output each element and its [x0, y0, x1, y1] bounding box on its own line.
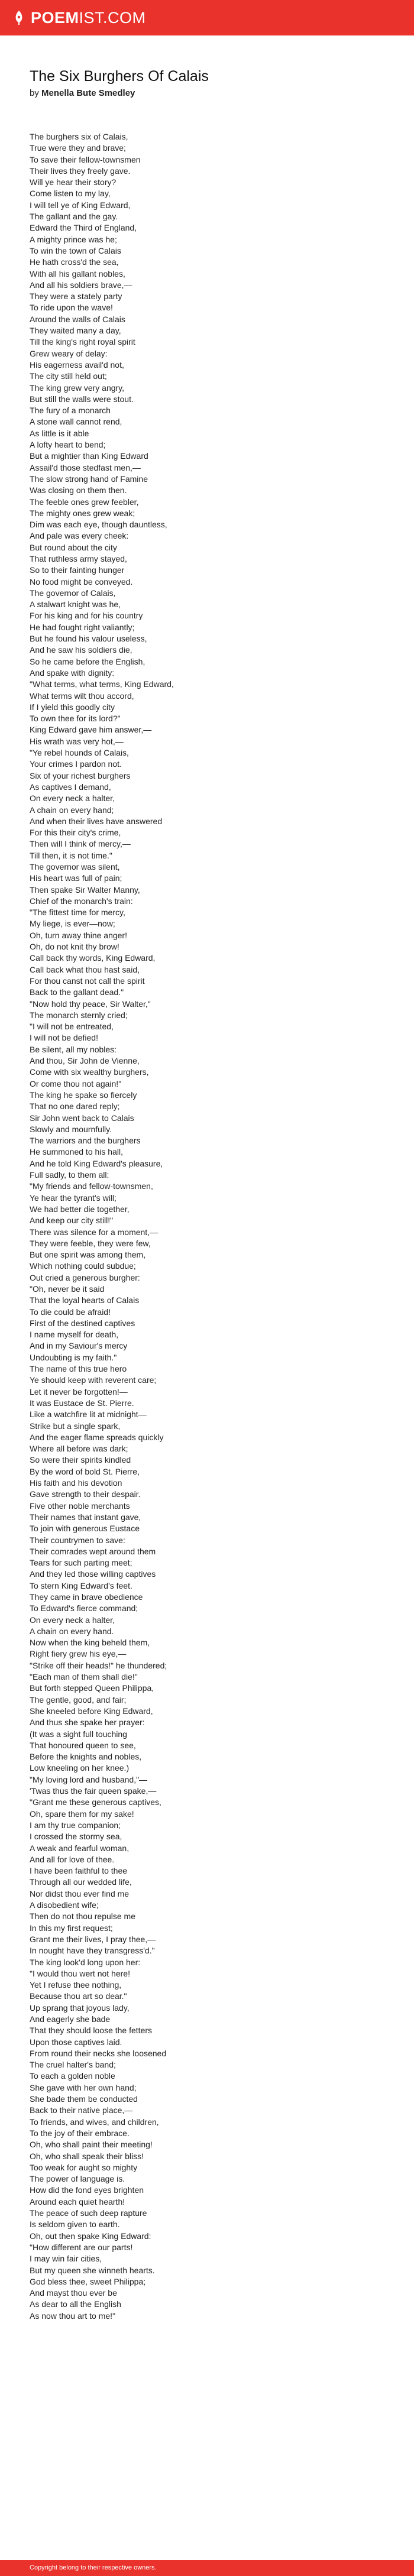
- poem-line: Come with six wealthy burghers,: [30, 1067, 149, 1077]
- poem-title: The Six Burghers Of Calais: [30, 68, 209, 85]
- poem-line: The king he spake so fiercely: [30, 1090, 137, 1100]
- poem-line: Slowly and mournfully.: [30, 1124, 112, 1134]
- poem-line: His eagerness avail'd not,: [30, 359, 124, 370]
- poem-line: Call back what thou hast said,: [30, 964, 140, 974]
- poem-line: In nought have they transgress'd.": [30, 1946, 155, 1956]
- poem-line: "My friends and fellow-townsmen,: [30, 1181, 153, 1191]
- poem-line: There was silence for a moment,—: [30, 1227, 159, 1237]
- poem-line: "I would thou wert not here!: [30, 1968, 130, 1978]
- poem-line: From round their necks she loosened: [30, 2048, 167, 2058]
- poem-line: Ye should keep with reverent care;: [30, 1375, 157, 1385]
- poem-line: Around each quiet hearth!: [30, 2196, 125, 2206]
- poem-line: God bless thee, sweet Philippa;: [30, 2276, 146, 2286]
- poem-line: What terms wilt thou accord,: [30, 691, 134, 701]
- poem-line: The mighty ones grew weak;: [30, 508, 135, 518]
- poem-line: Dim was each eye, though dauntless,: [30, 520, 167, 530]
- poem-line: I crossed the stormy sea,: [30, 1832, 122, 1842]
- poem-line: And keep our city still!": [30, 1216, 114, 1226]
- poem-line: So to their fainting hunger: [30, 565, 125, 575]
- poem-line: As now thou art to me!": [30, 2311, 116, 2321]
- poem-line: My liege, is ever—now;: [30, 919, 115, 929]
- poem-line: To win the town of Calais: [30, 245, 121, 255]
- poem-line: Call back thy words, King Edward,: [30, 953, 156, 963]
- poem-line: A disobedient wife;: [30, 1900, 99, 1910]
- poem-line: They were feeble, they were few,: [30, 1238, 151, 1248]
- poem-line: So he came before the English,: [30, 656, 145, 666]
- poem-line: In this my first request;: [30, 1923, 113, 1933]
- poem-line: Gave strength to their despair.: [30, 1489, 141, 1499]
- poem-line: Yet I refuse thee nothing,: [30, 1980, 122, 1990]
- poem-line: Edward the Third of England,: [30, 223, 137, 233]
- poem-line: The governor was silent,: [30, 862, 120, 871]
- poem-line: And pale was every cheek:: [30, 531, 129, 541]
- logo-wordmark: [31, 9, 146, 27]
- poem-line: The feeble ones grew feebler,: [30, 497, 139, 507]
- poem-line: To each a golden noble: [30, 2071, 115, 2081]
- logo-text-light: IST.COM: [79, 9, 146, 27]
- poem-line: Oh, spare them for my sake!: [30, 1809, 134, 1819]
- poem-line: Before the knights and nobles,: [30, 1752, 142, 1762]
- poem-line: And he told King Edward's pleasure,: [30, 1158, 163, 1168]
- poem-line: The governor of Calais,: [30, 588, 116, 598]
- poem-line: Was closing on them then.: [30, 485, 127, 495]
- poem-line: It was Eustace de St. Pierre.: [30, 1398, 134, 1408]
- poem-line: As captives I demand,: [30, 782, 111, 792]
- poem-line: With all his gallant nobles,: [30, 268, 125, 278]
- poem-line: Grew weary of delay:: [30, 348, 108, 358]
- poem-line: To Edward's fierce command;: [30, 1603, 138, 1613]
- poem-line: And spake with dignity:: [30, 668, 115, 678]
- poem-line: A chain on every hand.: [30, 1626, 114, 1636]
- poem-line: The name of this true hero: [30, 1364, 127, 1374]
- poem-line: Out cried a generous burgher:: [30, 1272, 140, 1282]
- poem-line: Then do not thou repulse me: [30, 1911, 136, 1922]
- poem-line: King Edward gave him answer,—: [30, 725, 152, 735]
- poem-line: I will not be defied!: [30, 1033, 98, 1043]
- poem-line: His heart was full of pain;: [30, 873, 122, 883]
- poem-line: Oh, who shall paint their meeting!: [30, 2140, 153, 2150]
- poem-line: The peace of such deep rapture: [30, 2208, 147, 2218]
- poem-line: That they should loose the fetters: [30, 2026, 153, 2036]
- poem-line: For his king and for his country: [30, 611, 143, 621]
- poem-line: A stalwart knight was he,: [30, 600, 121, 610]
- poem-line: And they led those willing captives: [30, 1569, 156, 1579]
- poem-line: That no one dared reply;: [30, 1101, 120, 1112]
- poem-line: A weak and fearful woman,: [30, 1843, 130, 1853]
- poem-line: Six of your richest burghers: [30, 770, 131, 780]
- poem-line: To die could be afraid!: [30, 1307, 111, 1317]
- poem-line: For this their city's crime,: [30, 828, 121, 838]
- poem-line: A chain on every hand;: [30, 805, 114, 815]
- poem-line: "I will not be entreated,: [30, 1022, 114, 1032]
- poem-line: On every neck a halter,: [30, 1615, 115, 1625]
- poem-line: Oh, out then spake King Edward:: [30, 2231, 151, 2241]
- poem-line: The monarch sternly cried;: [30, 1010, 128, 1020]
- poem-line: She kneeled before King Edward,: [30, 1706, 153, 1716]
- poem-line: That honoured queen to see,: [30, 1740, 136, 1750]
- poem-line: Around the walls of Calais: [30, 314, 125, 324]
- poem-line: But a mightier than King Edward: [30, 451, 148, 461]
- poem-line: Your crimes I pardon not.: [30, 759, 122, 769]
- poem-line: As little is it able: [30, 428, 89, 438]
- poem-line: Their comrades wept around them: [30, 1546, 156, 1556]
- poem-line: Low kneeling on her knee.): [30, 1763, 130, 1773]
- poem-line: And mayst thou ever be: [30, 2288, 117, 2298]
- poem-line: Grant me their lives, I pray thee,—: [30, 1934, 156, 1944]
- poem-line: Undoubting is my faith.": [30, 1352, 117, 1362]
- poem-line: The warriors and the burghers: [30, 1136, 141, 1146]
- poem-line: Where all before was dark;: [30, 1444, 128, 1454]
- poem-line: "Grant me these generous captives,: [30, 1797, 161, 1807]
- poem-line: I have been faithful to thee: [30, 1866, 128, 1876]
- poem-line: Like a watchfire lit at midnight—: [30, 1409, 147, 1420]
- poem-line: So were their spirits kindled: [30, 1455, 131, 1465]
- poem-line: "Now hold thy peace, Sir Walter,": [30, 999, 151, 1009]
- poem-line: "Strike off their heads!" he thundered;: [30, 1660, 167, 1670]
- poem-line: The gentle, good, and fair;: [30, 1694, 127, 1705]
- poem-line: Let it never be forgotten!—: [30, 1386, 128, 1396]
- poem-line: He summoned to his hall,: [30, 1147, 123, 1157]
- poem-line: They waited many a day,: [30, 326, 121, 336]
- poem-line: "Each man of them shall die!": [30, 1672, 138, 1682]
- poem-line: Too weak for aught so mighty: [30, 2162, 138, 2172]
- poem-line: Nor didst thou ever find me: [30, 1888, 130, 1898]
- poem-line: Assail'd those stedfast men,—: [30, 462, 141, 472]
- author-link[interactable]: Menella Bute Smedley: [41, 88, 135, 98]
- poem-line: Oh, who shall speak their bliss!: [30, 2151, 144, 2161]
- byline-prefix: by: [30, 88, 39, 98]
- poem-line: As dear to all the English: [30, 2299, 121, 2309]
- poem-line: "How different are our parts!: [30, 2242, 133, 2252]
- poem-line: Because thou art so dear.": [30, 1991, 127, 2001]
- poem-line: I name myself for death,: [30, 1330, 119, 1340]
- poem-line: How did the fond eyes brighten: [30, 2185, 144, 2195]
- poem-line: Then will I think of mercy,—: [30, 839, 131, 849]
- poem-line: Ye hear the tyrant's will;: [30, 1193, 117, 1203]
- poem-line: Come listen to my lay,: [30, 189, 111, 199]
- poem-line: And all his soldiers brave,—: [30, 280, 132, 290]
- poem-line: Right fiery grew his eye,—: [30, 1649, 127, 1659]
- poem-line: The king look'd long upon her:: [30, 1957, 141, 1967]
- poem-line: To join with generous Eustace: [30, 1524, 140, 1534]
- poem-line: No food might be conveyed.: [30, 576, 133, 587]
- poem-line: Be silent, all my nobles:: [30, 1044, 117, 1054]
- poem-line: Upon those captives laid.: [30, 2037, 122, 2047]
- poem-line: "What terms, what terms, King Edward,: [30, 679, 174, 689]
- poem-line: They were a stately party: [30, 291, 122, 302]
- poem-body: [30, 131, 396, 2322]
- poem-line: And he saw his soldiers die,: [30, 645, 132, 655]
- poem-line: The burghers six of Calais,: [30, 132, 128, 141]
- poem-line: But he found his valour useless,: [30, 634, 147, 644]
- poem-line: To stern King Edward's feet.: [30, 1580, 132, 1590]
- poem-line: Or come thou not again!": [30, 1078, 122, 1088]
- poem-line: Till the king's right royal spirit: [30, 337, 135, 347]
- poem-line: And when their lives have answered: [30, 816, 163, 826]
- poem-line: A mighty prince was he;: [30, 234, 117, 244]
- poem-line: "Ye rebel hounds of Calais,: [30, 748, 129, 758]
- poem-line: Now when the king beheld them,: [30, 1638, 150, 1648]
- poem-line: A stone wall cannot rend,: [30, 417, 122, 427]
- poem-line: But forth stepped Queen Philippa,: [30, 1683, 154, 1693]
- poem-line: On every neck a halter,: [30, 793, 115, 803]
- site-header: [0, 0, 414, 35]
- poem-line: To ride upon the wave!: [30, 303, 113, 313]
- poem-line: Will ye hear their story?: [30, 177, 117, 187]
- poem-line: The city still held out;: [30, 371, 107, 381]
- poem-line: Full sadly, to them all:: [30, 1170, 109, 1180]
- poem-line: (It was a sight full touching: [30, 1729, 127, 1739]
- poem-line: I may win fair cities,: [30, 2254, 102, 2264]
- poem-line: But still the walls were stout.: [30, 394, 134, 404]
- poem-line: For thou canst not call the spirit: [30, 976, 145, 986]
- poem-line: Chief of the monarch's train:: [30, 896, 133, 906]
- poem-line: They came in brave obedience: [30, 1592, 143, 1602]
- poem-line: That the loyal hearts of Calais: [30, 1295, 140, 1305]
- poem-line: A lofty heart to bend;: [30, 440, 106, 450]
- poem-line: To own thee for its lord?": [30, 714, 121, 724]
- poem-line: And in my Saviour's mercy: [30, 1341, 128, 1351]
- poem-line: If I yield this goodly city: [30, 702, 115, 712]
- poem-line: Oh, turn away thine anger!: [30, 930, 127, 940]
- poem-line: Oh, do not knit thy brow!: [30, 942, 119, 952]
- poem-line: Which nothing could subdue;: [30, 1261, 136, 1271]
- poem-line: Their countrymen to save:: [30, 1535, 125, 1545]
- poem-line: First of the destined captives: [30, 1318, 135, 1328]
- poem-line: But my queen she winneth hearts.: [30, 2265, 155, 2275]
- poem-line: And the eager flame spreads quickly: [30, 1432, 164, 1442]
- poem-line: She bade them be conducted: [30, 2094, 138, 2104]
- poem-line: And all for love of thee.: [30, 1854, 115, 1864]
- quill-pen-icon: [13, 10, 25, 25]
- poem-line: To save their fellow-townsmen: [30, 154, 141, 164]
- poem-line: Back to their native place,—: [30, 2105, 133, 2115]
- logo-text-bold: POEM: [31, 9, 79, 27]
- poem-line: Is seldom given to earth.: [30, 2219, 120, 2230]
- poem-line: The slow strong hand of Famine: [30, 474, 148, 484]
- poem-line: I am thy true companion;: [30, 1820, 121, 1830]
- poem-line: He hath cross'd the sea,: [30, 257, 119, 267]
- poem-line: We had better die together,: [30, 1204, 130, 1214]
- poem-line: To friends, and wives, and children,: [30, 2117, 159, 2127]
- poem-line: Five other noble merchants: [30, 1501, 130, 1511]
- poem-line: 'Twas thus the fair queen spake,—: [30, 1786, 157, 1796]
- poem-line: Through all our wedded life,: [30, 1877, 132, 1887]
- poem-line: But round about the city: [30, 542, 117, 552]
- poem-line: "The fittest time for mercy,: [30, 908, 125, 918]
- poem-line: The power of language is.: [30, 2174, 125, 2184]
- poem-line: And thus she spake her prayer:: [30, 1718, 145, 1728]
- poem-line: Till then, it is not time.": [30, 850, 112, 860]
- poem-line: She gave with her own hand;: [30, 2082, 137, 2092]
- poem-line: The cruel halter's band;: [30, 2060, 116, 2070]
- poem-line: He had fought right valiantly;: [30, 622, 135, 632]
- poem-line: The king grew very angry,: [30, 383, 125, 393]
- site-footer: [0, 2560, 414, 2576]
- poem-byline: [30, 88, 135, 99]
- poem-line: Strike but a single spark,: [30, 1421, 121, 1431]
- poem-line: I will tell ye of King Edward,: [30, 200, 131, 210]
- poem-line: The gallant and the gay.: [30, 212, 118, 222]
- poem-line: To the joy of their embrace.: [30, 2128, 130, 2138]
- poem-line: But one spirit was among them,: [30, 1250, 146, 1260]
- site-logo-link[interactable]: [13, 9, 146, 27]
- poem-line: And thou, Sir John de Vienne,: [30, 1056, 140, 1066]
- poem-line: And eagerly she bade: [30, 2014, 111, 2024]
- copyright-text: Copyright belong to their respective owners.: [30, 2564, 157, 2571]
- poem-line: His faith and his devotion: [30, 1478, 122, 1488]
- poem-line: His wrath was very hot,—: [30, 736, 124, 746]
- poem-line: Then spake Sir Walter Manny,: [30, 884, 140, 895]
- poem-line: That ruthless army stayed,: [30, 553, 127, 563]
- poem-line: Back to the gallant dead.": [30, 987, 124, 997]
- poem-line: By the word of bold St. Pierre,: [30, 1466, 140, 1476]
- poem-line: Tears for such parting meet;: [30, 1558, 132, 1568]
- poem-line: True were they and brave;: [30, 143, 126, 153]
- poem-line: Their lives they freely gave.: [30, 166, 131, 176]
- poem-line: Their names that instant gave,: [30, 1512, 141, 1522]
- poem-line: Up sprang that joyous lady,: [30, 2003, 130, 2013]
- poem-line: "My loving lord and husband,"—: [30, 1774, 148, 1784]
- poem-line: "Oh, never be it said: [30, 1284, 105, 1294]
- poem-line: The fury of a monarch: [30, 406, 111, 416]
- poem-line: Sir John went back to Calais: [30, 1113, 134, 1123]
